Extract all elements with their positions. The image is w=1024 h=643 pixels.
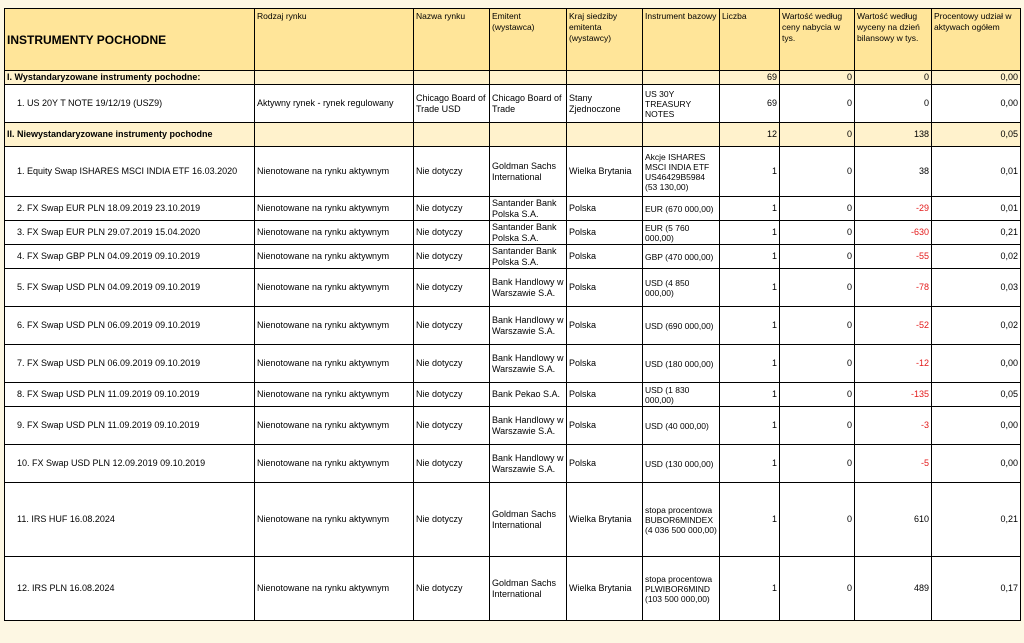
cell-rodzaj: Nienotowane na rynku aktywnym	[255, 269, 414, 307]
cell-udzial: 0,00	[932, 345, 1021, 383]
cell-emitent: Santander Bank Polska S.A.	[490, 245, 567, 269]
empty-cell	[490, 71, 567, 85]
cell-udzial: 0,02	[932, 307, 1021, 345]
table-row	[5, 307, 1021, 345]
cell-nabycie: 0	[780, 197, 855, 221]
empty-cell	[255, 123, 414, 147]
cell-wycena: 38	[855, 147, 932, 197]
cell-liczba: 1	[720, 445, 780, 483]
section-row	[5, 71, 1021, 85]
cell-nabycie: 0	[780, 245, 855, 269]
table-body	[5, 71, 1021, 621]
cell-name: 4. FX Swap GBP PLN 04.09.2019 09.10.2019	[5, 245, 255, 269]
cell-nabycie: 0	[780, 307, 855, 345]
cell-udzial: 0,21	[932, 221, 1021, 245]
table-row	[5, 269, 1021, 307]
cell-instrument: EUR (5 760 000,00)	[643, 221, 720, 245]
section-wycena: 0	[855, 71, 932, 85]
cell-name: 3. FX Swap EUR PLN 29.07.2019 15.04.2020	[5, 221, 255, 245]
empty-cell	[414, 123, 490, 147]
table-row	[5, 483, 1021, 557]
table-row	[5, 197, 1021, 221]
section-nabycie: 0	[780, 123, 855, 147]
cell-kraj: Polska	[567, 221, 643, 245]
cell-nabycie: 0	[780, 557, 855, 621]
empty-cell	[567, 71, 643, 85]
section-wycena: 138	[855, 123, 932, 147]
col-header-emitent: Emitent (wystawca)	[490, 9, 567, 71]
cell-udzial: 0,00	[932, 445, 1021, 483]
col-header-rodzaj: Rodzaj rynku	[255, 9, 414, 71]
cell-kraj: Polska	[567, 383, 643, 407]
cell-rodzaj: Nienotowane na rynku aktywnym	[255, 197, 414, 221]
cell-emitent: Goldman Sachs International	[490, 483, 567, 557]
cell-wycena: -3	[855, 407, 932, 445]
cell-rodzaj: Nienotowane na rynku aktywnym	[255, 221, 414, 245]
empty-cell	[567, 123, 643, 147]
cell-name: 11. IRS HUF 16.08.2024	[5, 483, 255, 557]
cell-emitent: Goldman Sachs International	[490, 147, 567, 197]
cell-nabycie: 0	[780, 445, 855, 483]
cell-instrument: stopa procentowa BUBOR6MINDEX (4 036 500 000,00)	[643, 483, 720, 557]
cell-nazwa: Nie dotyczy	[414, 345, 490, 383]
cell-emitent: Bank Handlowy w Warszawie S.A.	[490, 445, 567, 483]
cell-emitent: Bank Handlowy w Warszawie S.A.	[490, 307, 567, 345]
table-row	[5, 85, 1021, 123]
cell-emitent: Bank Handlowy w Warszawie S.A.	[490, 269, 567, 307]
cell-rodzaj: Nienotowane na rynku aktywnym	[255, 483, 414, 557]
section-title: I. Wystandaryzowane instrumenty pochodne:	[5, 71, 255, 85]
cell-kraj: Polska	[567, 445, 643, 483]
cell-rodzaj: Nienotowane na rynku aktywnym	[255, 245, 414, 269]
cell-liczba: 1	[720, 197, 780, 221]
cell-udzial: 0,17	[932, 557, 1021, 621]
empty-cell	[255, 71, 414, 85]
cell-liczba: 1	[720, 147, 780, 197]
table-title: INSTRUMENTY POCHODNE	[5, 9, 255, 71]
cell-emitent: Santander Bank Polska S.A.	[490, 221, 567, 245]
cell-wycena: -52	[855, 307, 932, 345]
cell-kraj: Polska	[567, 269, 643, 307]
cell-liczba: 1	[720, 557, 780, 621]
cell-kraj: Stany Zjednoczone	[567, 85, 643, 123]
cell-instrument: GBP (470 000,00)	[643, 245, 720, 269]
cell-name: 6. FX Swap USD PLN 06.09.2019 09.10.2019	[5, 307, 255, 345]
cell-emitent: Bank Handlowy w Warszawie S.A.	[490, 345, 567, 383]
table-row	[5, 221, 1021, 245]
cell-name: 1. Equity Swap ISHARES MSCI INDIA ETF 16.03.2020	[5, 147, 255, 197]
cell-wycena: -12	[855, 345, 932, 383]
cell-name: 8. FX Swap USD PLN 11.09.2019 09.10.2019	[5, 383, 255, 407]
section-udzial: 0,05	[932, 123, 1021, 147]
cell-emitent: Goldman Sachs International	[490, 557, 567, 621]
cell-kraj: Polska	[567, 345, 643, 383]
cell-liczba: 1	[720, 483, 780, 557]
empty-cell	[490, 123, 567, 147]
cell-rodzaj: Nienotowane na rynku aktywnym	[255, 307, 414, 345]
cell-liczba: 1	[720, 269, 780, 307]
cell-nazwa: Nie dotyczy	[414, 407, 490, 445]
table-row	[5, 407, 1021, 445]
cell-nazwa: Nie dotyczy	[414, 269, 490, 307]
cell-kraj: Wielka Brytania	[567, 557, 643, 621]
cell-wycena: -29	[855, 197, 932, 221]
derivatives-table	[4, 8, 1021, 621]
col-header-instrument: Instrument bazowy	[643, 9, 720, 71]
cell-instrument: USD (690 000,00)	[643, 307, 720, 345]
cell-emitent: Bank Handlowy w Warszawie S.A.	[490, 407, 567, 445]
col-header-wycena: Wartość według wyceny na dzień bilansowy w tys.	[855, 9, 932, 71]
cell-wycena: -55	[855, 245, 932, 269]
cell-kraj: Polska	[567, 407, 643, 445]
cell-emitent: Bank Pekao S.A.	[490, 383, 567, 407]
cell-wycena: 489	[855, 557, 932, 621]
cell-instrument: EUR (670 000,00)	[643, 197, 720, 221]
cell-nabycie: 0	[780, 407, 855, 445]
header-row	[5, 9, 1021, 71]
cell-nabycie: 0	[780, 383, 855, 407]
cell-wycena: -5	[855, 445, 932, 483]
cell-nazwa: Nie dotyczy	[414, 383, 490, 407]
cell-udzial: 0,01	[932, 197, 1021, 221]
table-row	[5, 445, 1021, 483]
cell-rodzaj: Nienotowane na rynku aktywnym	[255, 383, 414, 407]
empty-cell	[643, 123, 720, 147]
cell-nazwa: Chicago Board of Trade USD	[414, 85, 490, 123]
cell-kraj: Polska	[567, 245, 643, 269]
col-header-kraj: Kraj siedziby emitenta (wystawcy)	[567, 9, 643, 71]
cell-nazwa: Nie dotyczy	[414, 557, 490, 621]
cell-wycena: -630	[855, 221, 932, 245]
section-liczba: 12	[720, 123, 780, 147]
cell-wycena: -78	[855, 269, 932, 307]
col-header-liczba: Liczba	[720, 9, 780, 71]
section-liczba: 69	[720, 71, 780, 85]
cell-nazwa: Nie dotyczy	[414, 197, 490, 221]
cell-emitent: Santander Bank Polska S.A.	[490, 197, 567, 221]
cell-instrument: USD (130 000,00)	[643, 445, 720, 483]
cell-instrument: USD (40 000,00)	[643, 407, 720, 445]
table-row	[5, 147, 1021, 197]
cell-instrument: USD (180 000,00)	[643, 345, 720, 383]
cell-nabycie: 0	[780, 85, 855, 123]
cell-rodzaj: Nienotowane na rynku aktywnym	[255, 557, 414, 621]
cell-udzial: 0,03	[932, 269, 1021, 307]
cell-liczba: 69	[720, 85, 780, 123]
cell-nazwa: Nie dotyczy	[414, 245, 490, 269]
table-row	[5, 557, 1021, 621]
cell-nabycie: 0	[780, 269, 855, 307]
cell-nabycie: 0	[780, 221, 855, 245]
cell-name: 7. FX Swap USD PLN 06.09.2019 09.10.2019	[5, 345, 255, 383]
cell-liczba: 1	[720, 307, 780, 345]
cell-rodzaj: Nienotowane na rynku aktywnym	[255, 445, 414, 483]
table-row	[5, 345, 1021, 383]
cell-nazwa: Nie dotyczy	[414, 147, 490, 197]
cell-name: 9. FX Swap USD PLN 11.09.2019 09.10.2019	[5, 407, 255, 445]
cell-name: 5. FX Swap USD PLN 04.09.2019 09.10.2019	[5, 269, 255, 307]
cell-nabycie: 0	[780, 345, 855, 383]
cell-name: 1. US 20Y T NOTE 19/12/19 (USZ9)	[5, 85, 255, 123]
cell-instrument: USD (1 830 000,00)	[643, 383, 720, 407]
section-udzial: 0,00	[932, 71, 1021, 85]
cell-name: 12. IRS PLN 16.08.2024	[5, 557, 255, 621]
cell-udzial: 0,00	[932, 85, 1021, 123]
cell-instrument: USD (4 850 000,00)	[643, 269, 720, 307]
cell-instrument: US 30Y TREASURY NOTES	[643, 85, 720, 123]
cell-nabycie: 0	[780, 483, 855, 557]
cell-rodzaj: Nienotowane na rynku aktywnym	[255, 345, 414, 383]
col-header-nazwa: Nazwa rynku	[414, 9, 490, 71]
section-nabycie: 0	[780, 71, 855, 85]
cell-liczba: 1	[720, 221, 780, 245]
empty-cell	[414, 71, 490, 85]
cell-liczba: 1	[720, 245, 780, 269]
section-row	[5, 123, 1021, 147]
cell-nazwa: Nie dotyczy	[414, 307, 490, 345]
cell-udzial: 0,21	[932, 483, 1021, 557]
cell-rodzaj: Aktywny rynek - rynek regulowany	[255, 85, 414, 123]
cell-wycena: 610	[855, 483, 932, 557]
cell-liczba: 1	[720, 407, 780, 445]
cell-nabycie: 0	[780, 147, 855, 197]
cell-udzial: 0,05	[932, 383, 1021, 407]
col-header-udzial: Procentowy udział w aktywach ogółem	[932, 9, 1021, 71]
cell-kraj: Polska	[567, 307, 643, 345]
table-row	[5, 383, 1021, 407]
cell-kraj: Wielka Brytania	[567, 483, 643, 557]
cell-liczba: 1	[720, 345, 780, 383]
cell-udzial: 0,00	[932, 407, 1021, 445]
cell-nazwa: Nie dotyczy	[414, 483, 490, 557]
cell-name: 2. FX Swap EUR PLN 18.09.2019 23.10.2019	[5, 197, 255, 221]
cell-rodzaj: Nienotowane na rynku aktywnym	[255, 147, 414, 197]
empty-cell	[643, 71, 720, 85]
cell-liczba: 1	[720, 383, 780, 407]
cell-nazwa: Nie dotyczy	[414, 221, 490, 245]
section-title: II. Niewystandaryzowane instrumenty pochodne	[5, 123, 255, 147]
cell-instrument: Akcje ISHARES MSCI INDIA ETF US46429B5984 (53 130,00)	[643, 147, 720, 197]
cell-wycena: 0	[855, 85, 932, 123]
table-row	[5, 245, 1021, 269]
cell-nazwa: Nie dotyczy	[414, 445, 490, 483]
cell-udzial: 0,01	[932, 147, 1021, 197]
cell-kraj: Polska	[567, 197, 643, 221]
col-header-nabycie: Wartość według ceny nabycia w tys.	[780, 9, 855, 71]
cell-udzial: 0,02	[932, 245, 1021, 269]
cell-emitent: Chicago Board of Trade	[490, 85, 567, 123]
cell-name: 10. FX Swap USD PLN 12.09.2019 09.10.2019	[5, 445, 255, 483]
cell-rodzaj: Nienotowane na rynku aktywnym	[255, 407, 414, 445]
cell-kraj: Wielka Brytania	[567, 147, 643, 197]
cell-instrument: stopa procentowa PLWIBOR6MIND (103 500 000,00)	[643, 557, 720, 621]
cell-wycena: -135	[855, 383, 932, 407]
